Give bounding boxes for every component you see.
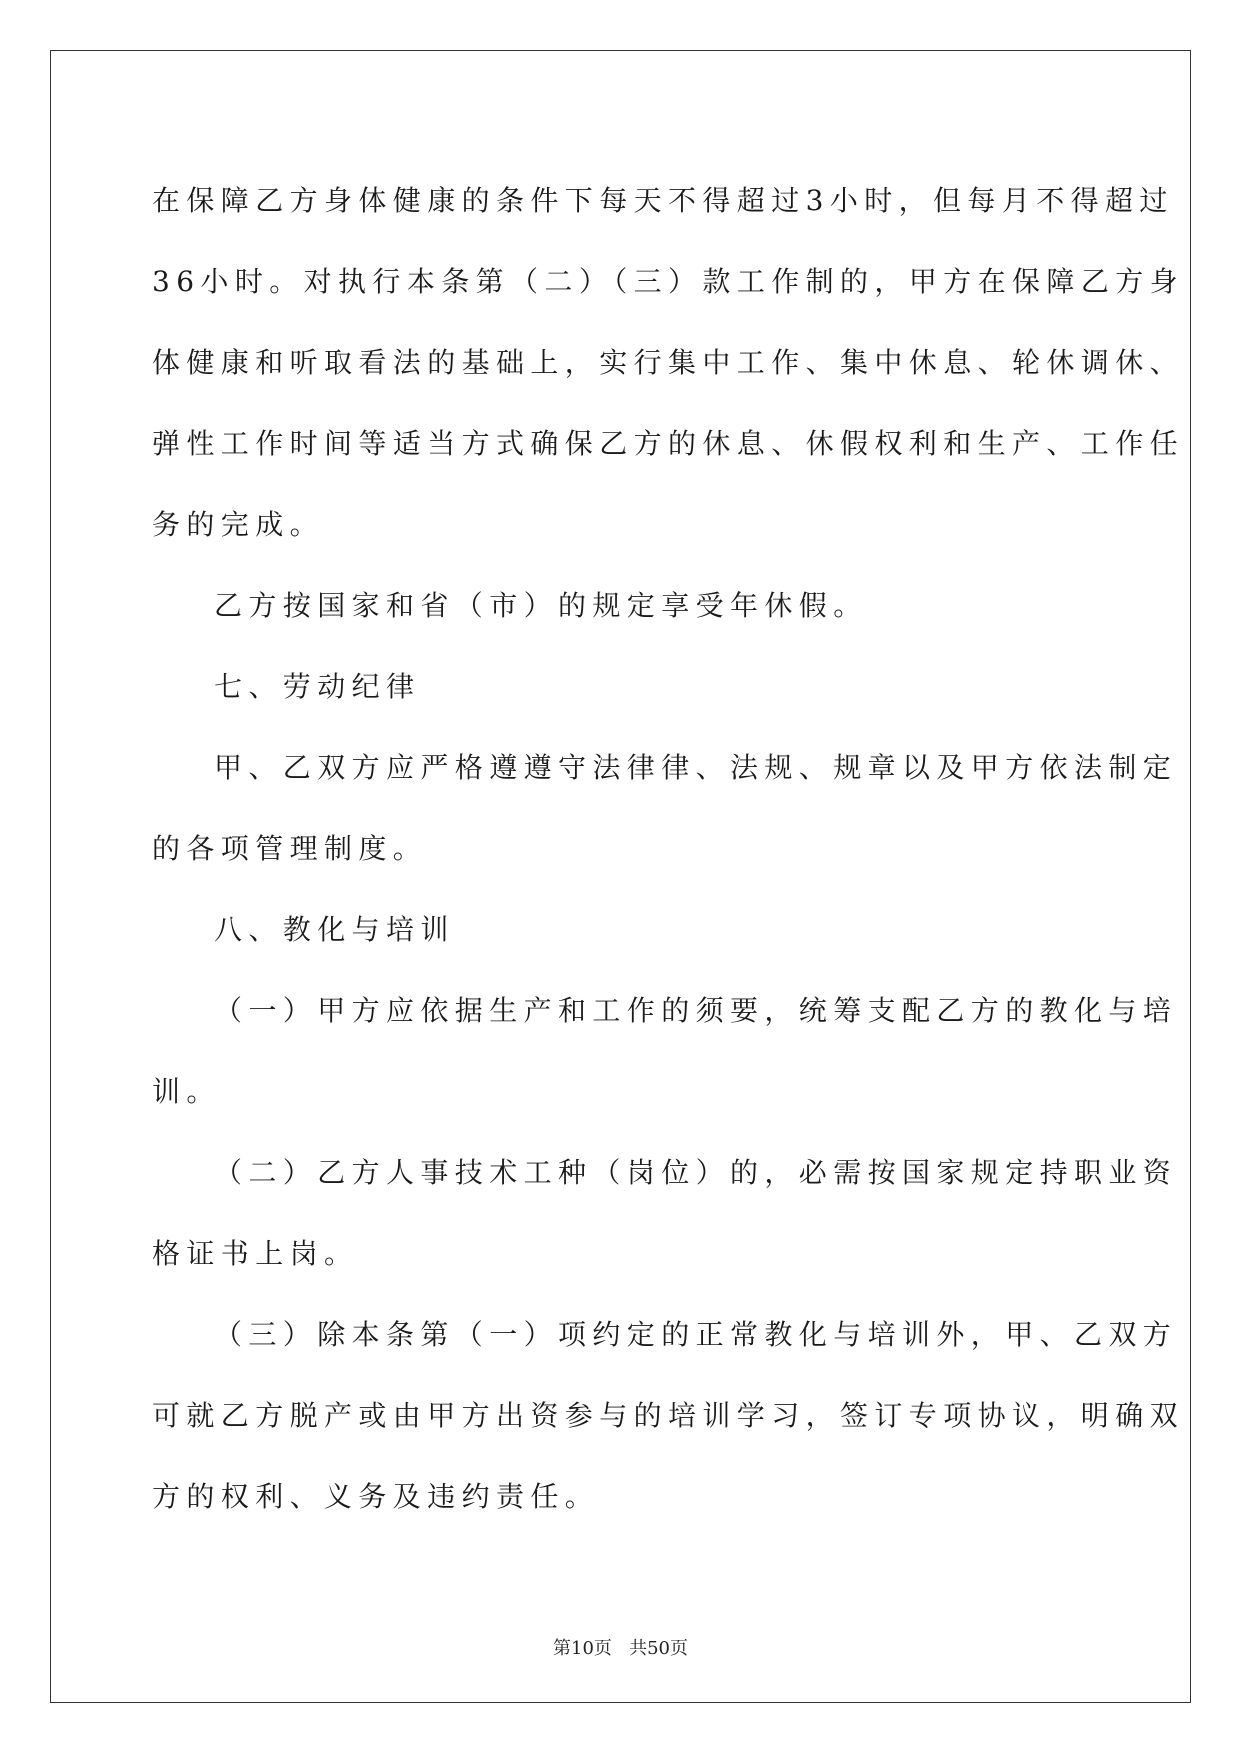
text-line: 的各项管理制度。: [152, 832, 428, 865]
text-line: 方的权利、义务及违约责任。: [152, 1480, 600, 1513]
text-line: （三）除本条第（一）项约定的正常教化与培训外，甲、乙双方: [214, 1318, 1178, 1351]
section-heading: 八、教化与培训: [214, 913, 455, 946]
text-line: 格证书上岗。: [152, 1237, 359, 1270]
text-line: 在保障乙方身体健康的条件下每天不得超过3小时，但每月不得超过: [152, 184, 1174, 217]
text-line: 36小时。对执行本条第（二）（三）款工作制的，甲方在保障乙方身: [152, 265, 1185, 298]
text-line: 训。: [152, 1075, 221, 1108]
text-line: （一）甲方应依据生产和工作的须要，统筹支配乙方的教化与培: [214, 994, 1178, 1027]
text-line: 可就乙方脱产或由甲方出资参与的培训学习，签订专项协议，明确双: [152, 1399, 1185, 1432]
text-line: 弹性工作时间等适当方式确保乙方的休息、休假权利和生产、工作任: [152, 427, 1185, 460]
text-line: （二）乙方人事技术工种（岗位）的，必需按国家规定持职业资: [214, 1156, 1178, 1189]
section-heading: 七、劳动纪律: [214, 670, 421, 703]
text-line: 乙方按国家和省（市）的规定享受年休假。: [214, 589, 868, 622]
text-line: 体健康和听取看法的基础上，实行集中工作、集中休息、轮休调休、: [152, 346, 1185, 379]
document-body: [152, 160, 1185, 1537]
page-number-footer: [0, 1634, 1241, 1660]
text-line: 务的完成。: [152, 508, 325, 541]
page-number-text: 第10页 共50页: [553, 1638, 688, 1659]
text-line: 甲、乙双方应严格遵遵守法律律、法规、规章以及甲方依法制定: [214, 751, 1178, 784]
